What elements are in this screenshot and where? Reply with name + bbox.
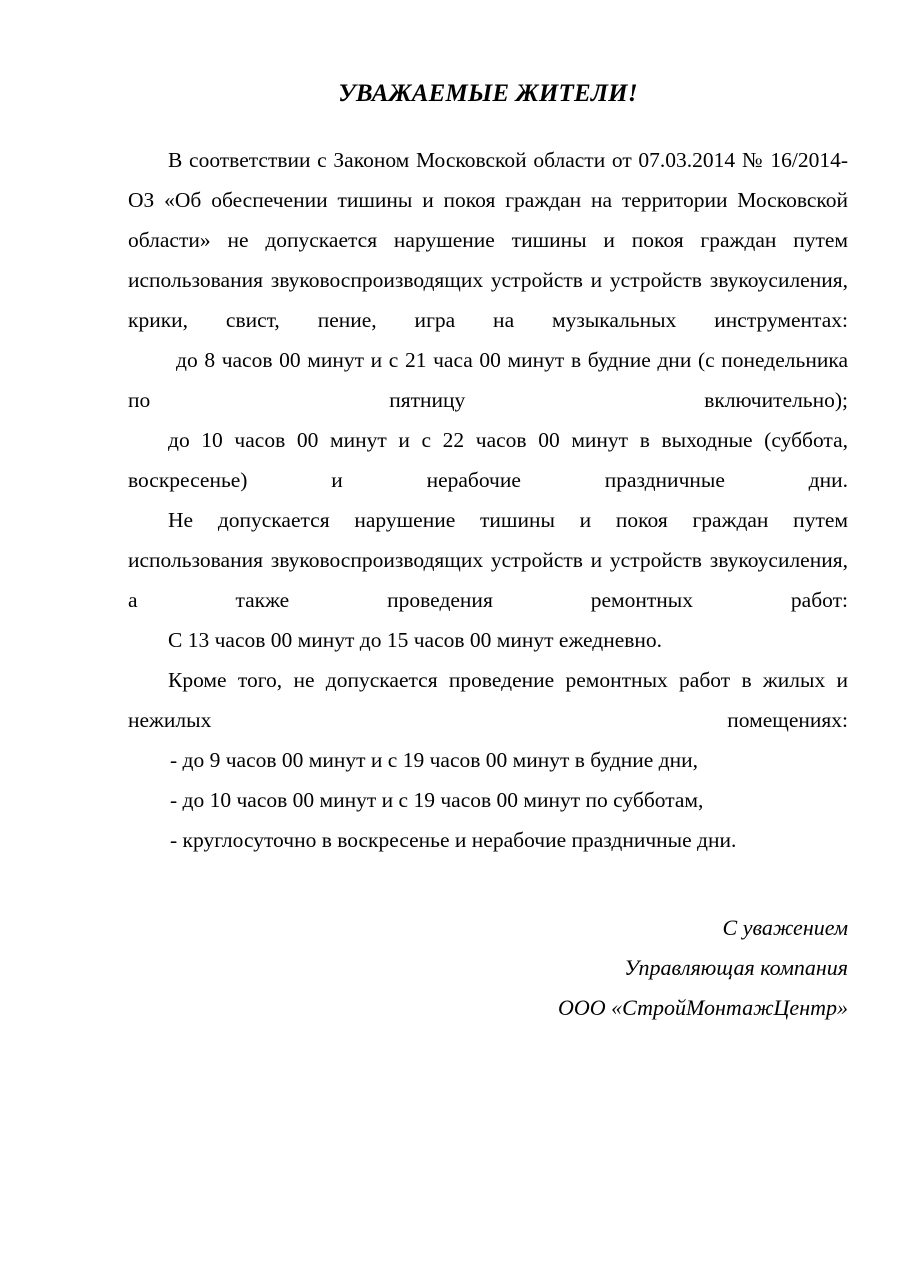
paragraph-intro: В соответствии с Законом Московской области от 07.03.2014 № 16/2014-ОЗ «Об обеспечении тишины и покоя граждан на территории Московской области» не допускается нарушение тишины и покоя граждан путем использования звуковоспроизводящих устройств и устройств звукоусиления, крики, свист, пение, игра на музыкальных инструментах:: [128, 148, 848, 332]
paragraph-repair-intro: Не допускается нарушение тишины и покоя граждан путем использования звуковоспроизводящих устройств и устройств звукоусиления, а также проведения ремонтных работ:: [128, 508, 848, 612]
list-item: - круглосуточно в воскресенье и нерабочие праздничные дни.: [170, 828, 737, 852]
paragraph-weekend-quiet: до 10 часов 00 минут и с 22 часов 00 минут в выходные (суббота, воскресенье) и нерабочие праздничные дни.: [128, 428, 848, 492]
list-item: - до 10 часов 00 минут и с 19 часов 00 минут по субботам,: [170, 788, 704, 812]
list-item: - до 9 часов 00 минут и с 19 часов 00 минут в будние дни,: [170, 748, 699, 772]
signature-closing: С уважением: [722, 915, 848, 940]
signature-role: Управляющая компания: [624, 955, 848, 980]
paragraph-weekday-quiet: до 8 часов 00 минут и с 21 часа 00 минут в будние дни (с понедельника по пятницу включительно);: [128, 348, 848, 412]
signature-organization: ООО «СтройМонтажЦентр»: [557, 995, 848, 1020]
signature-block: [128, 908, 848, 1028]
page-title: УВАЖАЕМЫЕ ЖИТЕЛИ!: [338, 80, 638, 107]
paragraph-repair-premises: Кроме того, не допускается проведение ремонтных работ в жилых и нежилых помещениях:: [128, 668, 848, 732]
document-content: [128, 0, 848, 1028]
paragraph-daily-quiet-hours: С 13 часов 00 минут до 15 часов 00 минут ежедневно.: [168, 628, 663, 652]
